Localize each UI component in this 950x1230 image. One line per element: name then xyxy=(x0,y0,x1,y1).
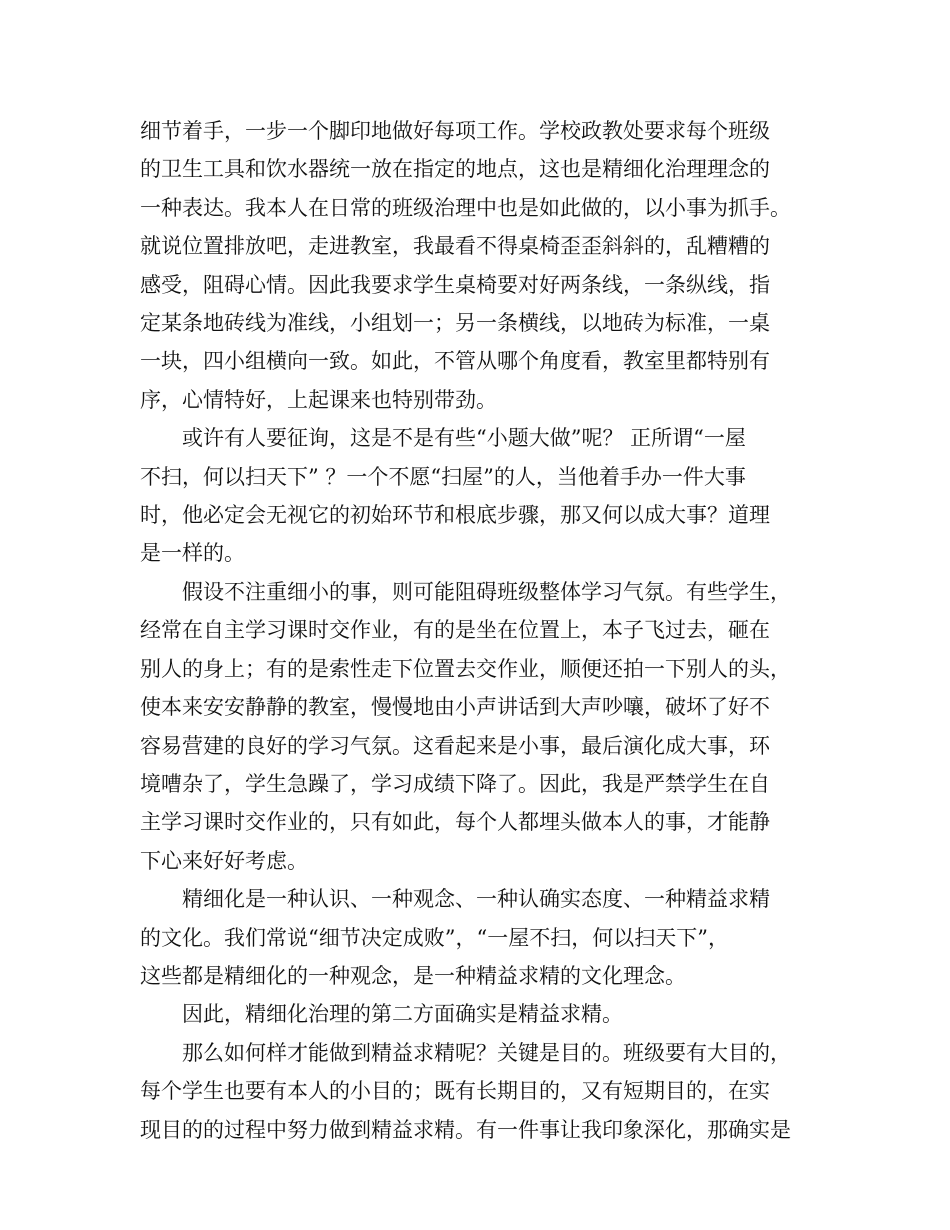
text-line: 经常在自主学习课时交作业，有的是坐在位置上，本子飞过去，砸在 xyxy=(140,618,770,643)
text-line: 精细化是一种认识、一种观念、一种认确实态度、一种精益求精 xyxy=(182,887,770,912)
text-line: 序，心情特好，上起课来也特别带劲。 xyxy=(140,387,497,412)
text-line: 下心来好好考虑。 xyxy=(140,848,308,873)
text-line: 境嘈杂了，学生急躁了，学习成绩下降了。因此，我是严禁学生在自 xyxy=(140,771,770,796)
text-line: 这些都是精细化的一种观念，是一种精益求精的文化理念。 xyxy=(140,963,686,988)
text-line: 一种表达。我本人在日常的班级治理中也是如此做的，以小事为抓手。 xyxy=(140,195,791,220)
paragraph-4 xyxy=(140,880,812,995)
text-line: 的文化。我们常说“细节决定成败”，“一屋不扫，何以扫天下”， xyxy=(140,925,729,950)
paragraph-5 xyxy=(140,995,812,1033)
text-line: 别人的身上；有的是索性走下位置去交作业，顺便还拍一下别人的头， xyxy=(140,656,791,681)
text-line: 使本来安安静静的教室，慢慢地由小声讲话到大声吵嚷，破坏了好不 xyxy=(140,695,770,720)
paragraph-1 xyxy=(140,112,812,419)
text-line: 不扫，何以扫天下” ？一个不愿“扫屋”的人，当他着手办一件大事 xyxy=(140,464,746,489)
text-line: 现目的的过程中努力做到精益求精。有一件事让我印象深化，那确实是 xyxy=(140,1117,791,1142)
text-line: 容易营建的良好的学习气氛。这看起来是小事，最后演化成大事，环 xyxy=(140,733,770,758)
paragraph-2 xyxy=(140,419,812,573)
text-line: 细节着手，一步一个脚印地做好每项工作。学校政教处要求每个班级 xyxy=(140,119,770,143)
text-line: 假设不注重细小的事，则可能阻碍班级整体学习气氛。有些学生， xyxy=(182,579,791,604)
text-line: 那么如何样才能做到精益求精呢？关键是目的。班级要有大目的， xyxy=(182,1040,791,1065)
text-line: 时，他必定会无视它的初始环节和根底步骤，那又何以成大事？道理 xyxy=(140,503,770,528)
document-page xyxy=(140,112,812,1149)
text-line: 每个学生也要有本人的小目的；既有长期目的，又有短期目的，在实 xyxy=(140,1079,770,1104)
text-line: 感受，阻碍心情。因此我要求学生桌椅要对好两条线，一条纵线，指 xyxy=(140,272,770,297)
text-line: 或许有人要征询，这是不是有些“小题大做”呢？ 正所谓“一屋 xyxy=(182,426,746,451)
paragraph-3 xyxy=(140,573,812,880)
text-line: 就说位置排放吧，走进教室，我最看不得桌椅歪歪斜斜的，乱糟糟的 xyxy=(140,234,770,259)
text-line: 定某条地砖线为准线，小组划一；另一条横线，以地砖为标准，一桌 xyxy=(140,311,770,336)
text-line: 一块，四小组横向一致。如此，不管从哪个角度看，教室里都特别有 xyxy=(140,349,770,374)
text-line: 主学习课时交作业的，只有如此，每个人都埋头做本人的事，才能静 xyxy=(140,810,770,835)
text-line: 的卫生工具和饮水器统一放在指定的地点，这也是精细化治理理念的 xyxy=(140,157,770,182)
paragraph-6 xyxy=(140,1034,812,1149)
text-line: 因此，精细化治理的第二方面确实是精益求精。 xyxy=(182,1002,623,1027)
text-line: 是一样的。 xyxy=(140,541,245,566)
